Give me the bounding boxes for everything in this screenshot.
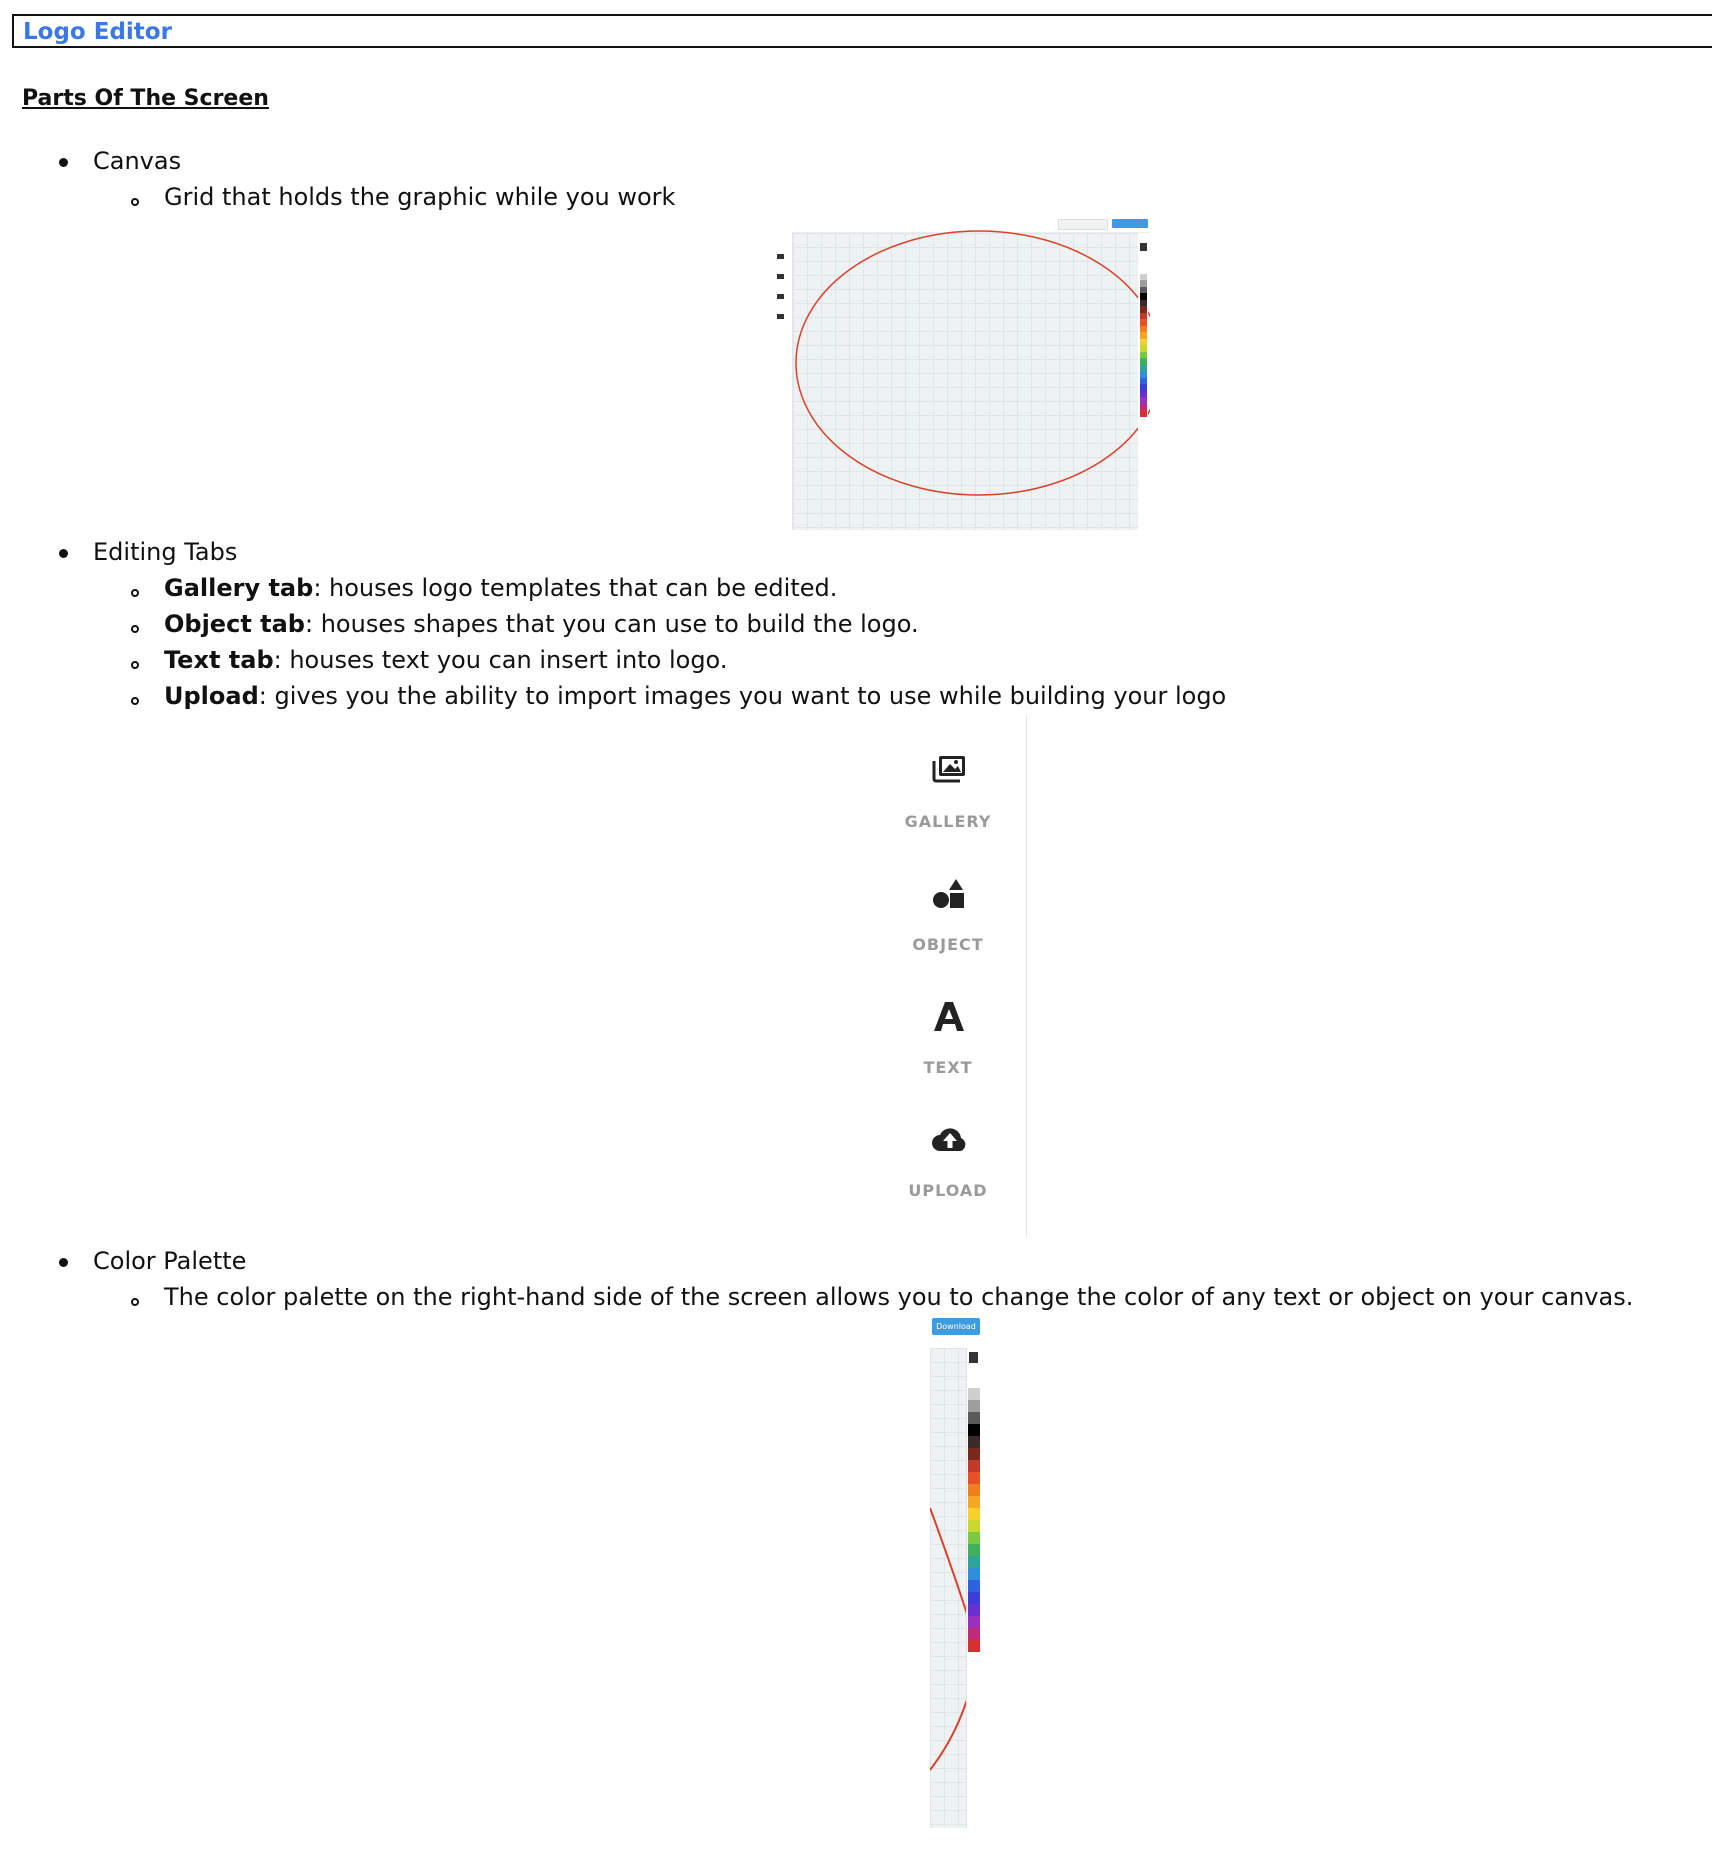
tab-text[interactable] [888,1000,1008,1084]
palette-menu-icon[interactable] [969,1352,978,1363]
color-swatch[interactable] [968,1616,980,1628]
bullet-editing-tabs: Editing Tabs [93,538,238,566]
color-swatch[interactable] [968,1604,980,1616]
section-heading: Parts Of The Screen [22,86,269,111]
color-swatch[interactable] [968,1580,980,1592]
text-tab-description: Text tab: houses text you can insert into logo. [164,646,728,674]
document-title-box [12,14,1712,48]
color-swatch[interactable] [968,1448,980,1460]
tab-upload-label: UPLOAD [908,1181,988,1200]
tab-gallery[interactable] [888,754,1008,838]
tab-upload[interactable] [888,1123,1008,1207]
tab-object-label: OBJECT [912,935,984,954]
color-swatch[interactable] [968,1556,980,1568]
bullet-dot [59,549,68,558]
editing-tabs-panel [888,716,1027,1236]
object-tab-description: Object tab: houses shapes that you can use to build the logo. [164,610,919,638]
color-swatch[interactable] [968,1472,980,1484]
tab-object[interactable] [888,877,1008,961]
download-button[interactable]: Download [932,1318,980,1335]
bullet-canvas: Canvas [93,147,182,175]
color-swatch[interactable] [968,1532,980,1544]
color-swatch[interactable] [968,1436,980,1448]
color-palette-screenshot [930,1318,982,1828]
color-swatch[interactable] [968,1400,980,1412]
upload-tab-description: Upload: gives you the ability to import images you want to use while building your logo [164,682,1227,710]
bullet-dot [59,1258,68,1267]
palette-menu-icon[interactable] [1140,243,1147,251]
color-swatch[interactable] [968,1544,980,1556]
color-swatch[interactable] [968,1376,980,1388]
sub-bullet-circle [131,697,139,705]
color-palette-strip [1138,233,1148,530]
red-ellipse-shape[interactable] [768,216,1150,530]
sub-bullet-circle [131,589,139,597]
color-swatch[interactable] [968,1484,980,1496]
palette-swatches[interactable] [1140,267,1147,417]
gallery-icon [931,754,967,784]
bullet-color-palette: Color Palette [93,1247,247,1275]
color-swatch[interactable] [968,1592,980,1604]
tab-text-label: TEXT [923,1058,973,1077]
tab-gallery-label: GALLERY [904,812,992,831]
sub-bullet-circle [131,198,139,206]
palette-swatches[interactable] [968,1376,980,1652]
color-swatch[interactable] [968,1388,980,1400]
bullet-dot [59,158,68,167]
color-swatch[interactable] [968,1508,980,1520]
color-palette-strip [966,1348,981,1828]
color-swatch[interactable] [968,1496,980,1508]
color-swatch[interactable] [968,1424,980,1436]
cloud-upload-icon [931,1123,969,1155]
canvas-description: Grid that holds the graphic while you work [164,183,676,211]
color-palette-description: The color palette on the right-hand side of the screen allows you to change the color of any text or object on your canvas. [164,1283,1634,1311]
text-a-icon [931,1000,967,1034]
color-swatch[interactable] [968,1520,980,1532]
color-swatch[interactable] [968,1568,980,1580]
shapes-icon [931,877,967,911]
color-swatch[interactable] [968,1628,980,1640]
color-swatch[interactable] [968,1640,980,1652]
color-swatch[interactable] [968,1412,980,1424]
document-title: Logo Editor [23,19,172,45]
gallery-tab-description: Gallery tab: houses logo templates that can be edited. [164,574,838,602]
sub-bullet-circle [131,625,139,633]
color-swatch[interactable] [968,1460,980,1472]
canvas-screenshot [768,216,1150,530]
color-swatch[interactable] [1140,410,1147,417]
sub-bullet-circle [131,1298,139,1306]
sub-bullet-circle [131,661,139,669]
